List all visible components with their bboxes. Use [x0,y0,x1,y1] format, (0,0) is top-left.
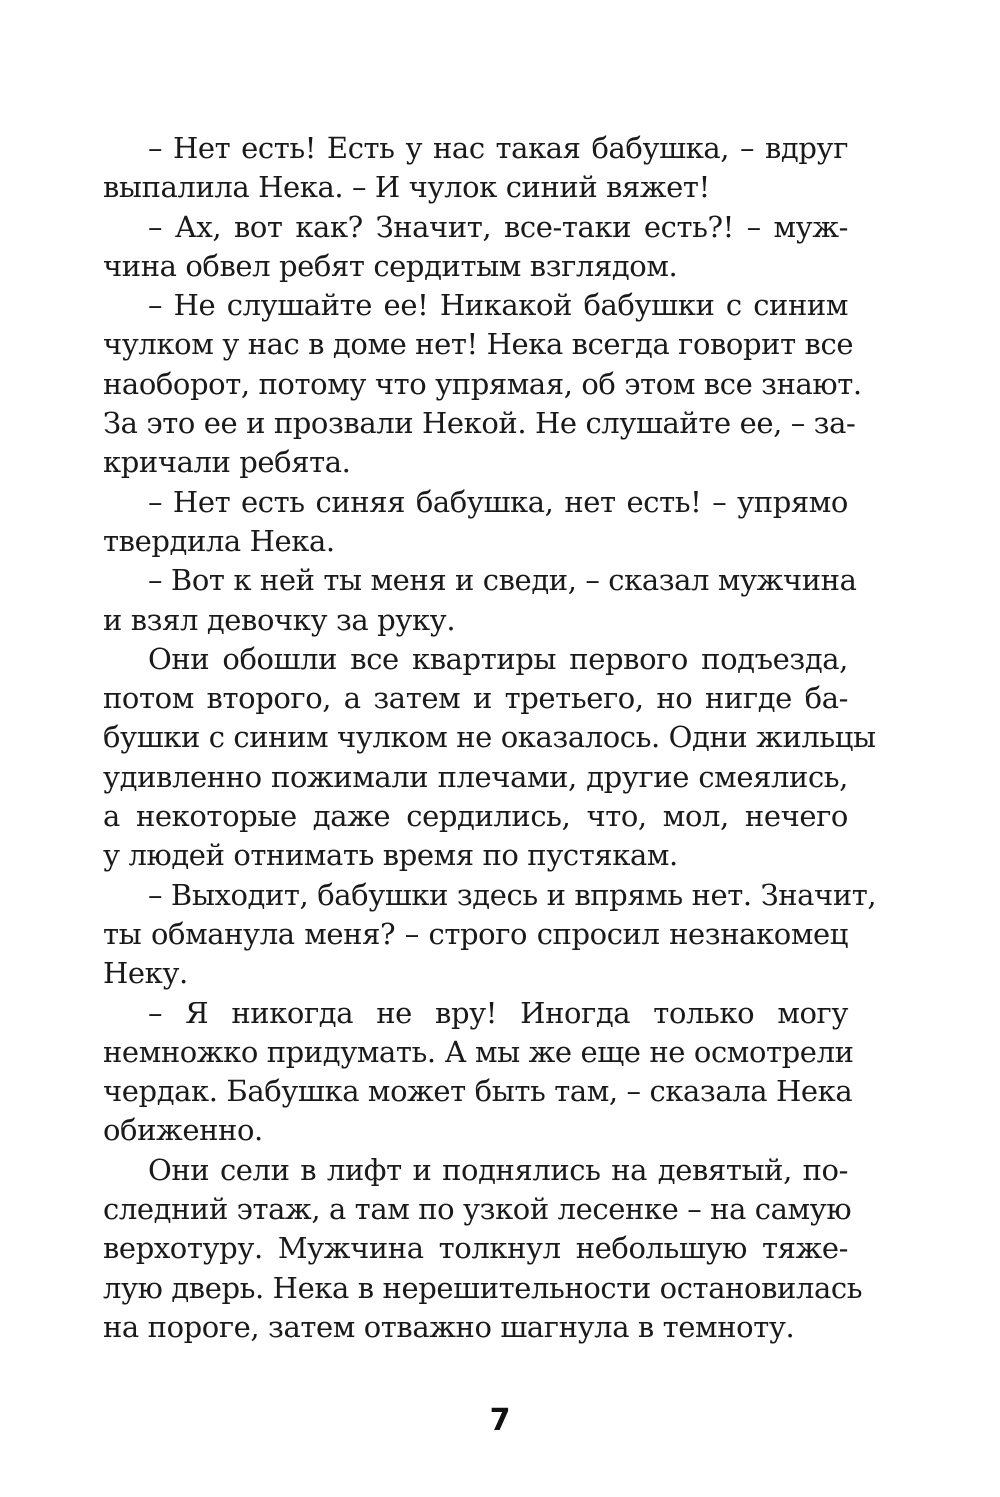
text-line: верхотуру. Мужчина толкнул небольшую тяже- [103,1231,848,1266]
text-line: обиженно. [103,1113,263,1148]
text-line: – Не слушайте ее! Никакой бабушки с синим [148,288,848,323]
text-line: – Вот к ней ты меня и сведи, – сказал мужчина [148,563,857,598]
text-line: удивленно пожимали плечами, другие смеялись, [103,759,848,794]
text-line: чина обвел ребят сердитым взглядом. [103,248,678,283]
text-line: лую дверь. Нека в нерешительности остановилась [103,1270,863,1305]
text-line: – Нет есть синяя бабушка, нет есть! – упрямо [148,484,848,519]
text-line: За это ее и прозвали Некой. Не слушайте ее, – за- [103,406,856,441]
text-line: на пороге, затем отважно шагнула в темноту. [103,1309,795,1344]
text-line: наоборот, потому что упрямая, об этом все знают. [103,366,862,401]
text-line: у людей отнимать время по пустякам. [103,838,678,873]
text-line: Неку. [103,956,188,991]
text-line: – Нет есть! Есть у нас такая бабушка, – вдруг [148,131,848,165]
text-line: Они сели в лифт и поднялись на девятый, по- [148,1152,848,1187]
text-line: следний этаж, а там по узкой лесенке – на самую [103,1192,852,1227]
text-line: – Ах, вот как? Значит, все-таки есть?! – муж- [148,209,848,244]
text-line: чулком у нас в доме нет! Нека всегда говорит все [103,327,854,362]
text-line: бушки с синим чулком не оказалось. Одни жильцы [103,720,876,755]
text-line: – Выходит, бабушки здесь и впрямь нет. Значит, [148,877,877,912]
text-line: потом второго, а затем и третьего, но нигде ба- [103,681,848,716]
text-line: выпалила Нека. – И чулок синий вяжет! [103,170,710,205]
text-line: и взял девочку за руку. [103,602,456,637]
text-line: а некоторые даже сердились, что, мол, нечего [103,799,848,834]
page-number: 7 [489,1403,511,1438]
text-line: Они обошли все квартиры первого подъезда, [148,641,848,676]
text-line: кричали ребята. [103,445,351,480]
body-text [103,129,877,1347]
text-line: ты обманула меня? – строго спросил незнакомец [103,916,848,951]
text-line: твердила Нека. [103,523,335,558]
text-line: немножко придумать. А мы же еще не осмотрели [103,1034,854,1069]
text-line: – Я никогда не вру! Иногда только могу [148,995,848,1030]
text-line: чердак. Бабушка может быть там, – сказала Нека [103,1074,853,1109]
